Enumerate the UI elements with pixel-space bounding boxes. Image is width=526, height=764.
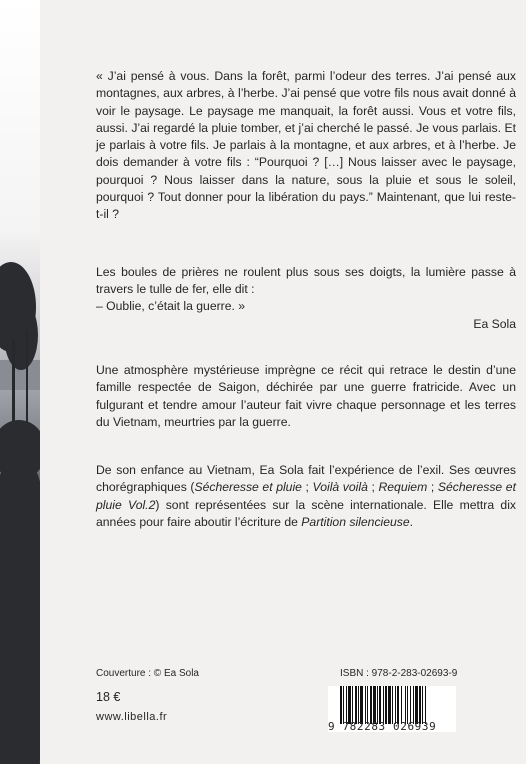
barcode-bars bbox=[340, 686, 452, 724]
barcode-bar bbox=[379, 686, 381, 724]
barcode-bar bbox=[401, 686, 402, 724]
barcode-bar bbox=[413, 686, 414, 724]
isbn-label: ISBN : 978-2-283-02693-9 bbox=[340, 668, 458, 679]
barcode-bar bbox=[373, 686, 376, 724]
barcode-bar bbox=[348, 686, 351, 724]
barcode-bar bbox=[346, 686, 347, 724]
publisher-website: www.libella.fr bbox=[96, 711, 168, 723]
barcode-bar bbox=[388, 686, 391, 724]
price: 18 € bbox=[96, 690, 121, 704]
barcode-bar bbox=[397, 686, 399, 724]
barcode-bar bbox=[343, 686, 344, 724]
quote-paragraph-2: Les boules de prières ne roulent plus sous ses doigts, la lumière passe à travers le tulle de fer, elle dit : bbox=[96, 265, 516, 297]
barcode-bar bbox=[385, 686, 387, 724]
barcode-bar bbox=[383, 686, 384, 724]
bio-paragraph: De son enfance au Vietnam, Ea Sola fait l’expérience de l’exil. Ses œuvres chorégraphiques (Sécheresse et pluie ; Voilà voilà ; Requiem ; Sécheresse et pluie Vol.2) sont représentées sur la scène internationale. Elle mettra dix années pour faire aboutir l’écriture de Partition silencieuse. bbox=[96, 463, 516, 529]
barcode bbox=[328, 686, 456, 732]
barcode-digits: 9 782283 026939 bbox=[328, 720, 437, 733]
barcode-bar bbox=[370, 686, 372, 724]
barcode-bar bbox=[407, 686, 408, 724]
barcode-bar bbox=[419, 686, 421, 724]
barcode-bar bbox=[355, 686, 357, 724]
spine-photo bbox=[0, 0, 40, 764]
quote-paragraph-1: « J’ai pensé à vous. Dans la forêt, parmi l’odeur des terres. J’ai pensé aux montagnes, aux arbres, à l’herbe. J’ai pensé que votre fils nous avait donné à voir le paysage. Le paysage me manquait, la forêt aussi. Vous et votre fils, aussi. J’ai regardé la pluie tomber, et j’ai cherché le passé. Je vous parlais. Et je parlais à votre fils. Je parlais à la montagne, et aux arbres, et à l’herbe. Je dois demander à votre fils : “Pourquoi ? […] Nous laisser avec le paysage, pourquoi ? Nous laisser dans la nature, sous la pluie et sous le soleil, pourquoi ? Tout donner pour la libération du pays.” Maintenant, que lui reste-t-il ? bbox=[96, 69, 516, 222]
summary-paragraph: Une atmosphère mystérieuse imprègne ce récit qui retrace le destin d’une famille respectée de Saigon, déchirée par une guerre fratricide. Avec un fulgurant et tendre amour l’auteur fait vivre chaque personnage et les terres du Vietnam, meurtries par la guerre. bbox=[96, 363, 516, 429]
barcode-bar bbox=[405, 686, 406, 724]
back-cover bbox=[40, 0, 526, 764]
barcode-bar bbox=[367, 686, 368, 724]
barcode-bar bbox=[365, 686, 366, 724]
barcode-bar bbox=[340, 686, 342, 724]
barcode-bar bbox=[352, 686, 353, 724]
barcode-bar bbox=[377, 686, 378, 724]
barcode-bar bbox=[358, 686, 359, 724]
barcode-bar bbox=[425, 686, 426, 724]
quote-signature: Ea Sola bbox=[473, 317, 516, 331]
barcode-bar bbox=[422, 686, 423, 724]
barcode-bar bbox=[395, 686, 396, 724]
barcode-bar bbox=[392, 686, 393, 724]
cover-credit: Couverture : © Ea Sola bbox=[96, 668, 199, 679]
quote-paragraph-3: – Oublie, c’était la guerre. » bbox=[96, 299, 246, 313]
barcode-bar bbox=[415, 686, 418, 724]
barcode-bar bbox=[410, 686, 411, 724]
barcode-bar bbox=[360, 686, 363, 724]
